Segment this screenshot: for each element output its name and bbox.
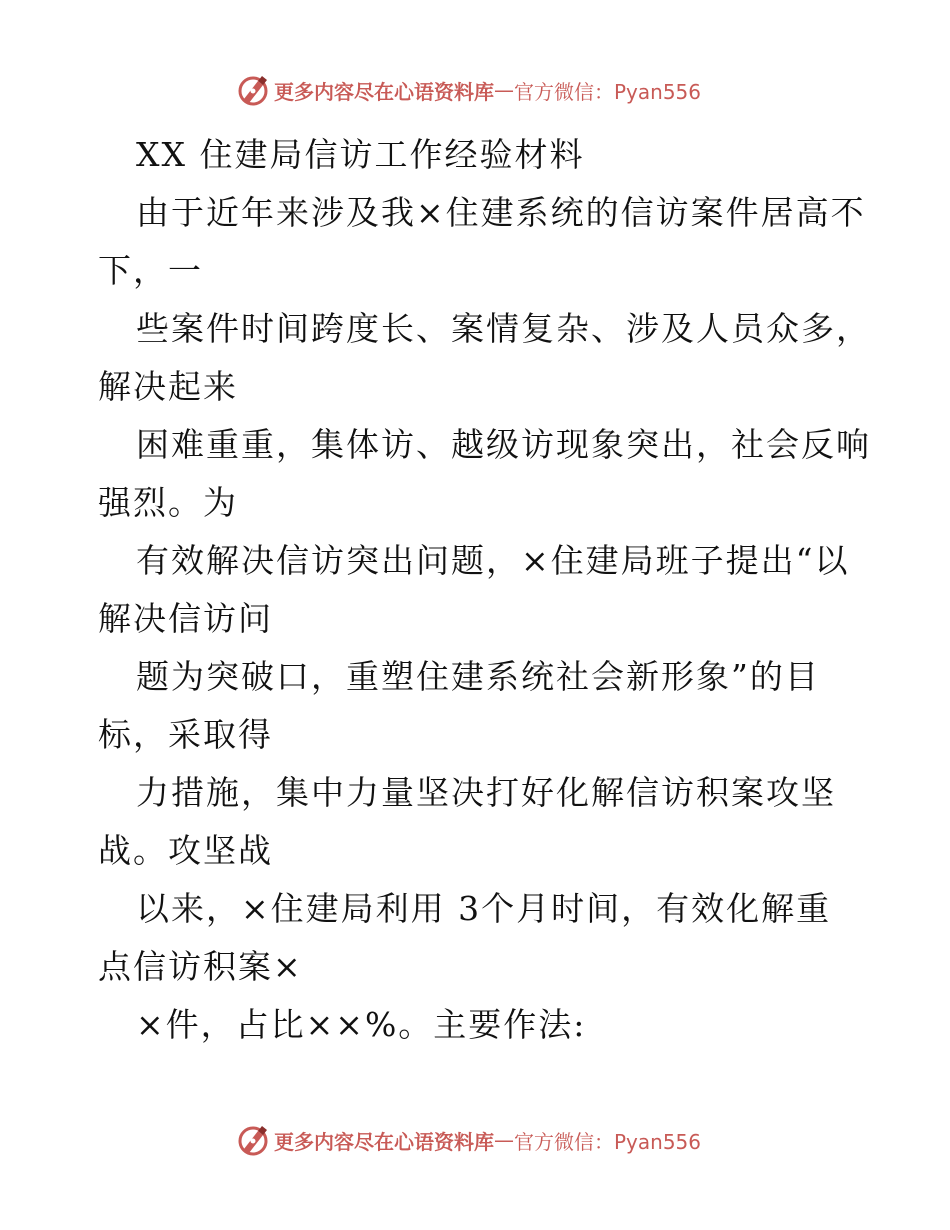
paragraph-line: 困难重重，集体访、越级访现象突出，社会反响 bbox=[136, 425, 871, 464]
paragraph-line: 以来，×住建局利用 3个月时间，有效化解重 bbox=[136, 889, 832, 928]
paragraph-line: ×件，占比××%。主要作法: bbox=[136, 1005, 587, 1044]
paragraph-line: 些案件时间跨度长、案情复杂、涉及人员众多， bbox=[136, 309, 871, 348]
paragraph-line: 有效解决信访突出问题，×住建局班子提出“以 bbox=[136, 541, 850, 580]
paragraph-line: 战。攻坚战 bbox=[98, 831, 273, 870]
paragraph-line: 强烈。为 bbox=[98, 483, 238, 522]
footer-watermark bbox=[236, 1122, 701, 1158]
watermark-brand-text: 更多内容尽在心语资料库 bbox=[274, 79, 494, 104]
paragraph-line: 点信访积案× bbox=[98, 947, 303, 986]
paragraph-line: 由于近年来涉及我×住建系统的信访案件居高不 bbox=[136, 193, 866, 232]
paragraph-line: 下，一 bbox=[98, 251, 203, 290]
document-body bbox=[98, 126, 871, 1054]
watermark-separator: — bbox=[494, 78, 514, 102]
watermark-separator: — bbox=[494, 1128, 514, 1152]
header-watermark bbox=[236, 72, 701, 108]
paragraph-line: 解决起来 bbox=[98, 367, 238, 406]
paragraph-line: 力措施，集中力量坚决打好化解信访积案攻坚 bbox=[136, 773, 836, 812]
pen-logo-icon bbox=[236, 73, 270, 107]
watermark-wechat-text: 官方微信：Pyan556 bbox=[514, 79, 702, 104]
watermark-wechat-text: 官方微信：Pyan556 bbox=[514, 1129, 702, 1154]
pen-logo-icon bbox=[236, 1123, 270, 1157]
document-title: XX 住建局信访工作经验材料 bbox=[136, 135, 585, 174]
paragraph-line: 解决信访问 bbox=[98, 599, 273, 638]
paragraph-line: 题为突破口，重塑住建系统社会新形象”的目 bbox=[136, 657, 820, 696]
paragraph-line: 标，采取得 bbox=[98, 715, 273, 754]
watermark-brand-text: 更多内容尽在心语资料库 bbox=[274, 1129, 494, 1154]
